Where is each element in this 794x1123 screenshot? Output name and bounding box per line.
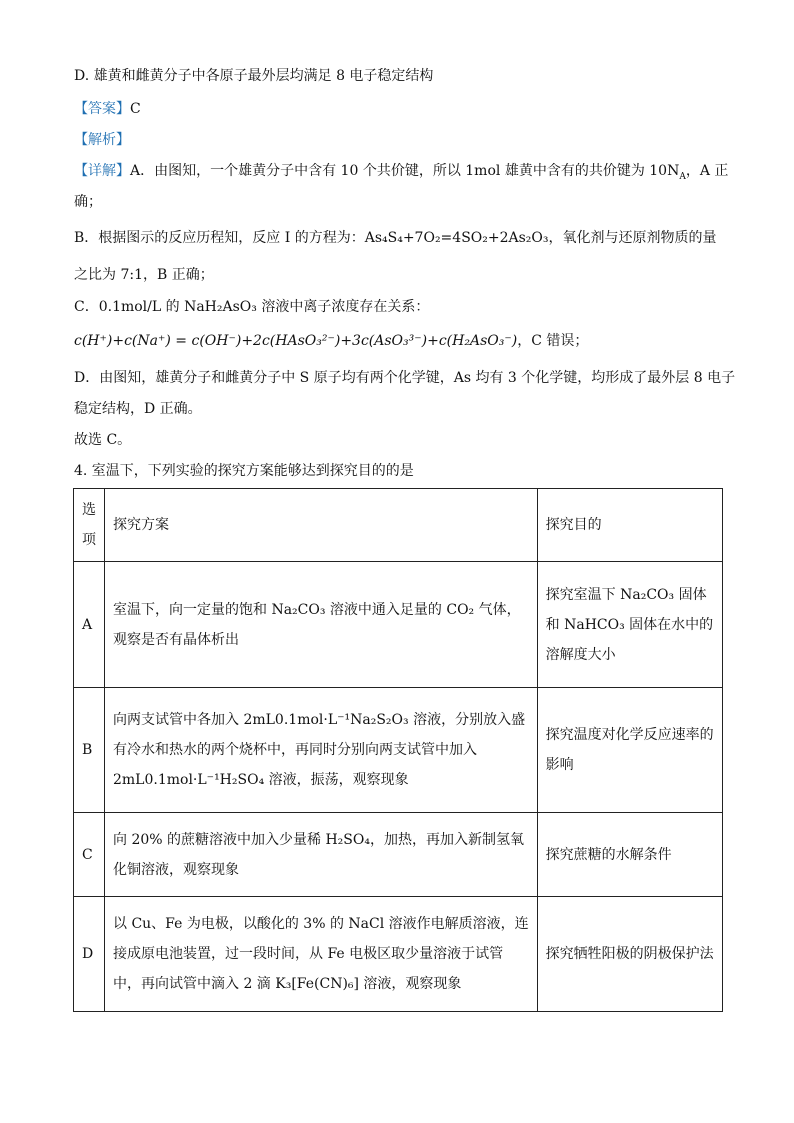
detail-line-a: 【详解】A．由图知，一个雄黄分子中含有 10 个共价键，所以 1mol 雄黄中含有的共价键为 $10N_A$，A 正 [74, 163, 729, 182]
table-row [74, 688, 723, 813]
row-option: D [74, 897, 105, 1012]
experiment-table [73, 488, 723, 1012]
charge-balance-equation: c(H⁺)+c(Na⁺) = c(OH⁻)+2c(HAsO₃²⁻)+3c(AsO₃³⁻)+c(H₂AsO₃⁻) [74, 333, 518, 349]
table-header-row [74, 489, 723, 562]
option-d-statement: D. 雄黄和雌黄分子中各原子最外层均满足 8 电子稳定结构 [74, 68, 434, 84]
row-plan: 以 Cu、Fe 为电极，以酸化的 3% 的 NaCl 溶液作电解质溶液，连 接成原电池装置，过一段时间，从 Fe 电极区取少量溶液于试管 中，再向试管中滴入 2 滴 K₃[Fe(CN)₆] 溶液，观察现象 [105, 897, 538, 1012]
detail-line-b: B．根据图示的反应历程知，反应 I 的方程为：As₄S₄+7O₂=4SO₂+2As₂O₃，氧化剂与还原剂物质的量 [74, 230, 717, 246]
final-choice: 故选 C。 [74, 432, 132, 448]
row-plan: 室温下，向一定量的饱和 Na₂CO₃ 溶液中通入足量的 CO₂ 气体， 观察是否有晶体析出 [105, 562, 538, 688]
row-plan: 向两支试管中各加入 2mL0.1mol·L⁻¹Na₂S₂O₃ 溶液，分别放入盛 有冷水和热水的两个烧杯中，再同时分别向两支试管中加入 2mL0.1mol·L⁻¹H₂SO₄ 溶液，振荡，观察现象 [105, 688, 538, 813]
detail-line-d: D．由图知，雄黄分子和雌黄分子中 S 原子均有两个化学键，As 均有 3 个化学键，均形成了最外层 8 电子 [74, 370, 736, 386]
row-aim: 探究牺牲阳极的阴极保护法 [537, 897, 722, 1012]
answer-value: C [130, 101, 141, 117]
row-option: B [74, 688, 105, 813]
header-option: 选 项 [74, 489, 105, 562]
row-aim: 探究蔗糖的水解条件 [537, 813, 722, 897]
detail-line-c-equation: c(H⁺)+c(Na⁺) = c(OH⁻)+2c(HAsO₃²⁻)+3c(AsO₃³⁻)+c(H₂AsO₃⁻)，C 错误； [74, 333, 589, 349]
analysis-tag: 【解析】 [74, 132, 130, 148]
table-row [74, 562, 723, 688]
answer-tag: 【答案】 [74, 101, 130, 117]
table-row [74, 813, 723, 897]
detail-tag: 【详解】 [74, 163, 130, 179]
row-aim: 探究温度对化学反应速率的 影响 [537, 688, 722, 813]
table-row [74, 897, 723, 1012]
detail-line-a-cont: 确； [74, 194, 102, 210]
question-4-stem: 4. 室温下，下列实验的探究方案能够达到探究目的的是 [74, 463, 414, 479]
header-aim: 探究目的 [537, 489, 722, 562]
detail-line-c: C．0.1mol/L 的 NaH₂AsO₃ 溶液中离子浓度存在关系： [74, 299, 430, 315]
row-plan: 向 20% 的蔗糖溶液中加入少量稀 H₂SO₄，加热，再加入新制氢氧 化铜溶液，观察现象 [105, 813, 538, 897]
detail-line-b-cont: 之比为 7:1，B 正确； [74, 267, 214, 283]
row-option: C [74, 813, 105, 897]
detail-line-d-cont: 稳定结构，D 正确。 [74, 401, 202, 417]
row-aim: 探究室温下 Na₂CO₃ 固体 和 NaHCO₃ 固体在水中的 溶解度大小 [537, 562, 722, 688]
header-plan: 探究方案 [105, 489, 538, 562]
answer-line [74, 99, 141, 119]
row-option: A [74, 562, 105, 688]
equation-b: As₄S₄+7O₂=4SO₂+2As₂O₃ [364, 230, 549, 246]
